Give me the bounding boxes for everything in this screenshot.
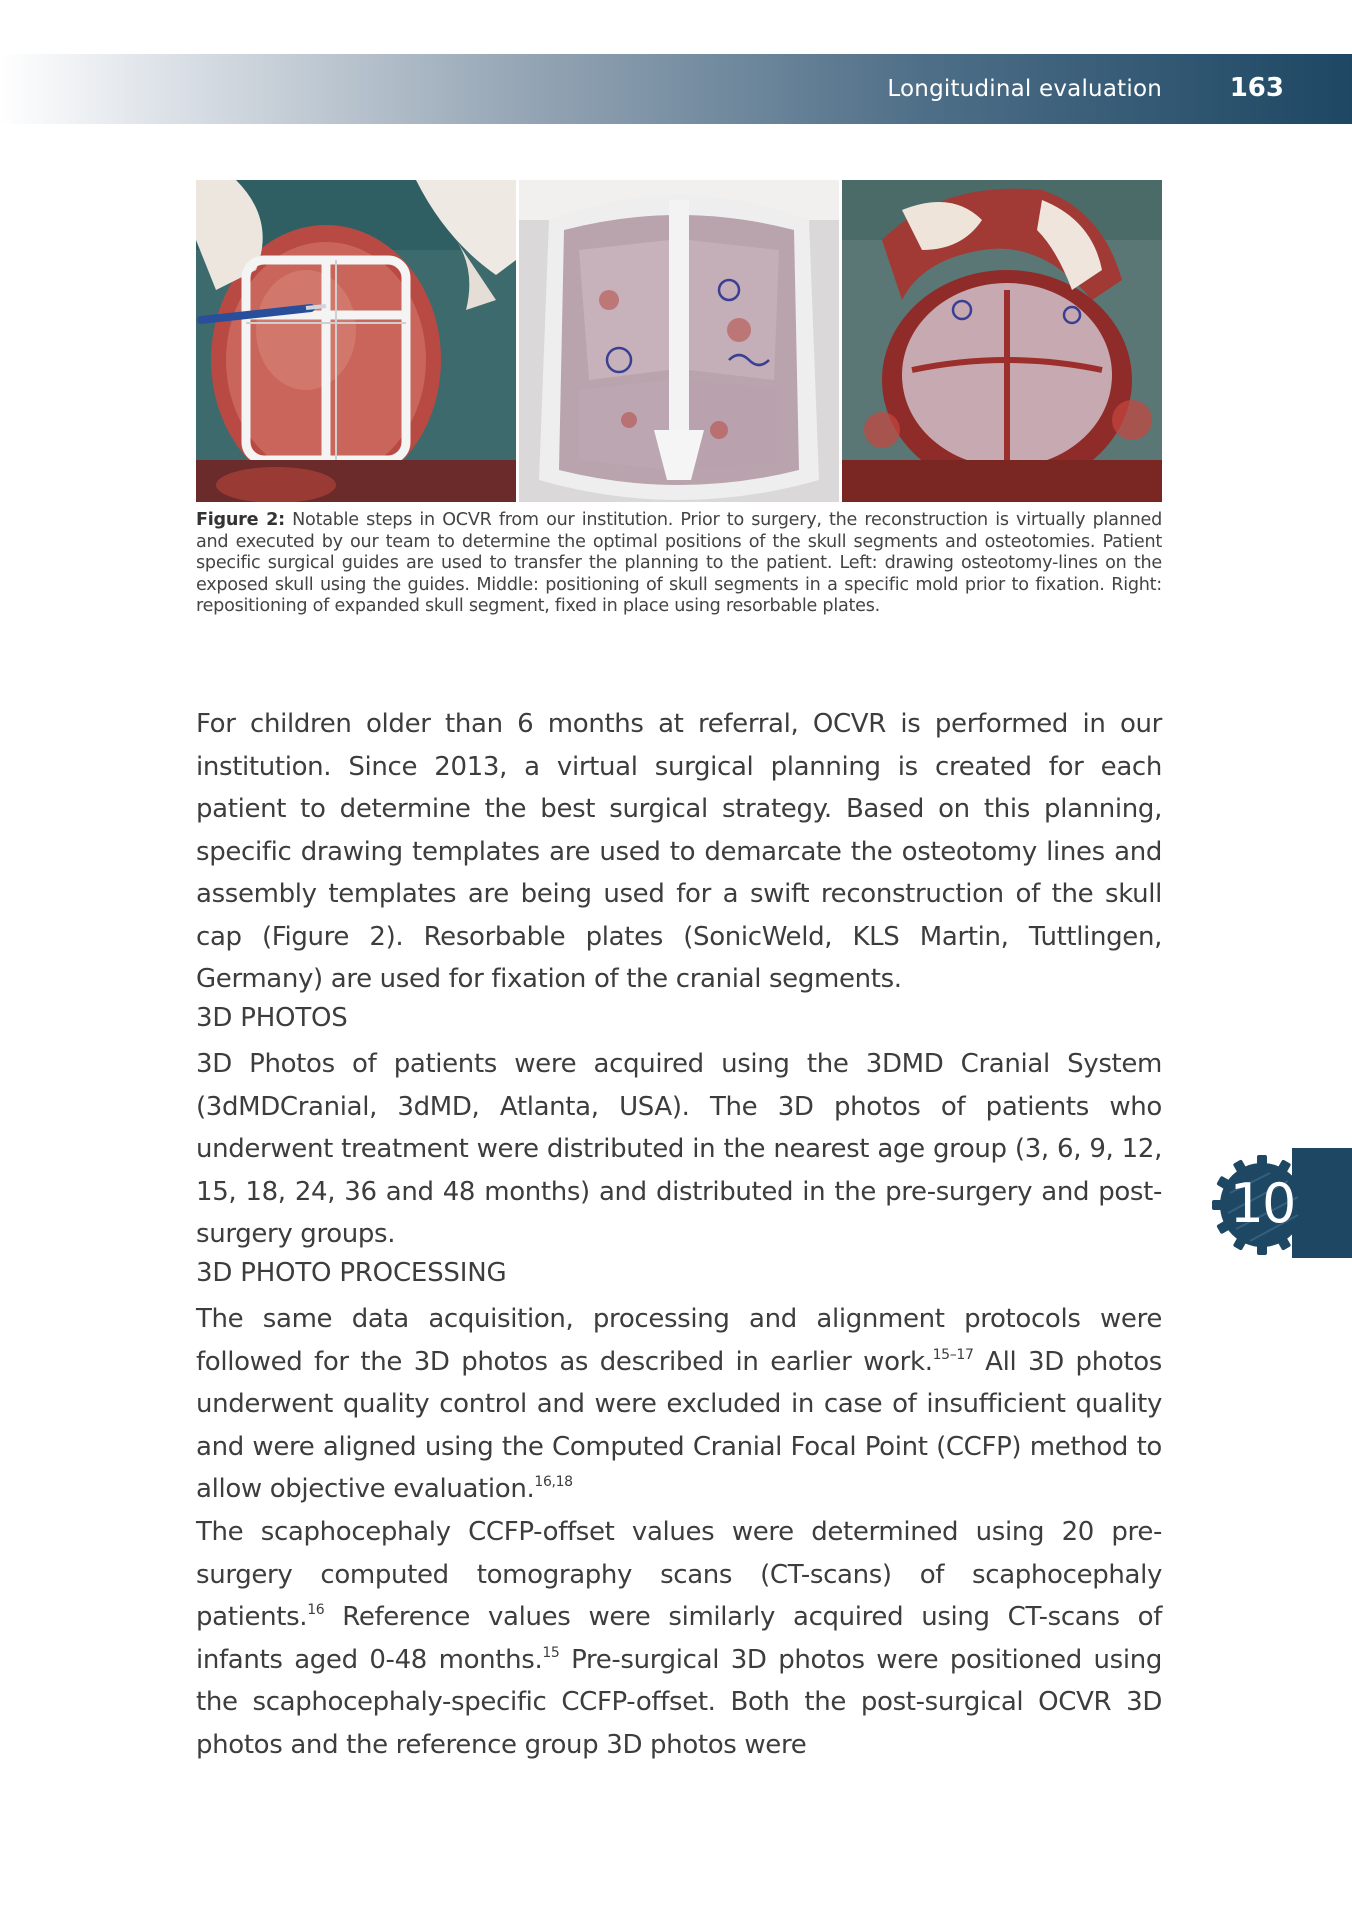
figure-2 [196, 180, 1162, 502]
photo-left [196, 180, 516, 502]
reference-15-17: 15–17 [932, 1346, 974, 1363]
processing-text-2: All 3D photos underwent quality control and were excluded in case of insufficient quality and were aligned using the Computed Cranial Focal Point (CCFP) method to allow objective evaluation. [196, 1346, 1162, 1504]
paragraph-processing [196, 1298, 1162, 1511]
paragraph-3d-photos: 3D Photos of patients were acquired using the 3DMD Cranial System (3dMDCranial, 3dMD, Atlanta, USA). The 3D photos of patients who underwent treatment were distributed in the nearest age group (3, 6, 9, 12, 15, 18, 24, 36 and 48 months) and distributed in the pre-surgery and post-surgery groups. [196, 1049, 1162, 1249]
heading-3d-photos: 3D PHOTOS [196, 1003, 348, 1033]
paragraph-ccfp [196, 1511, 1162, 1766]
photo-right [842, 180, 1162, 502]
reference-16: 16 [307, 1602, 325, 1618]
photo-right-image [842, 180, 1162, 502]
reference-16-18: 16,18 [534, 1474, 573, 1490]
ccfp-text-2: Reference values were similarly acquired using CT-scans of infants aged 0-48 months. [196, 1602, 1162, 1675]
photo-middle-image [519, 180, 839, 502]
reference-15: 15 [542, 1644, 560, 1661]
ccfp-text-1: The scaphocephaly CCFP-offset values were determined using 20 pre-surgery computed tomography scans (CT-scans) of scaphocephaly patients. [196, 1517, 1162, 1632]
caption-text: Notable steps in OCVR from our institution. Prior to surgery, the reconstruction is virtually planned and executed by our team to determine the optimal positions of the skull segments and osteotomies. Patient specific surgical guides are used to transfer the planning to the patient. Left: drawing osteotomy-lines on the exposed skull using the guides. Middle: positioning of skull segments in a specific mold prior to fixation. Right: repositioning of expanded skull segment, fixed in place using resorbable plates. [196, 510, 1162, 616]
photo-left-image [196, 180, 516, 502]
photo-middle [519, 180, 839, 502]
ccfp-text-3: Pre-surgical 3D photos were positioned using the scaphocephaly-specific CCFP-offset. Both the post-surgical OCVR 3D photos and the reference group 3D photos were [196, 1644, 1162, 1760]
caption-label: Figure 2: [196, 510, 285, 530]
running-title: Longitudinal evaluation [887, 76, 1162, 102]
page-number: 163 [1229, 73, 1284, 103]
paragraph-intro: For children older than 6 months at referral, OCVR is performed in our institution. Since 2013, a virtual surgical planning is created for each patient to determine the best surgical strategy. Based on this planning, specific drawing templates are used to demarcate the osteotomy lines and assembly templates are being used for a swift reconstruction of the skull cap (Figure 2). Resorbable plates (SonicWeld, KLS Martin, Tuttlingen, Germany) are used for fixation of the cranial segments. [196, 709, 1162, 994]
processing-text-1: The same data acquisition, processing and alignment protocols were followed for the 3D photos as described in earlier work. [196, 1304, 1162, 1377]
chapter-number: 10 [1229, 1172, 1295, 1235]
figure-caption [196, 510, 1162, 618]
heading-3d-photo-processing: 3D PHOTO PROCESSING [196, 1258, 507, 1288]
